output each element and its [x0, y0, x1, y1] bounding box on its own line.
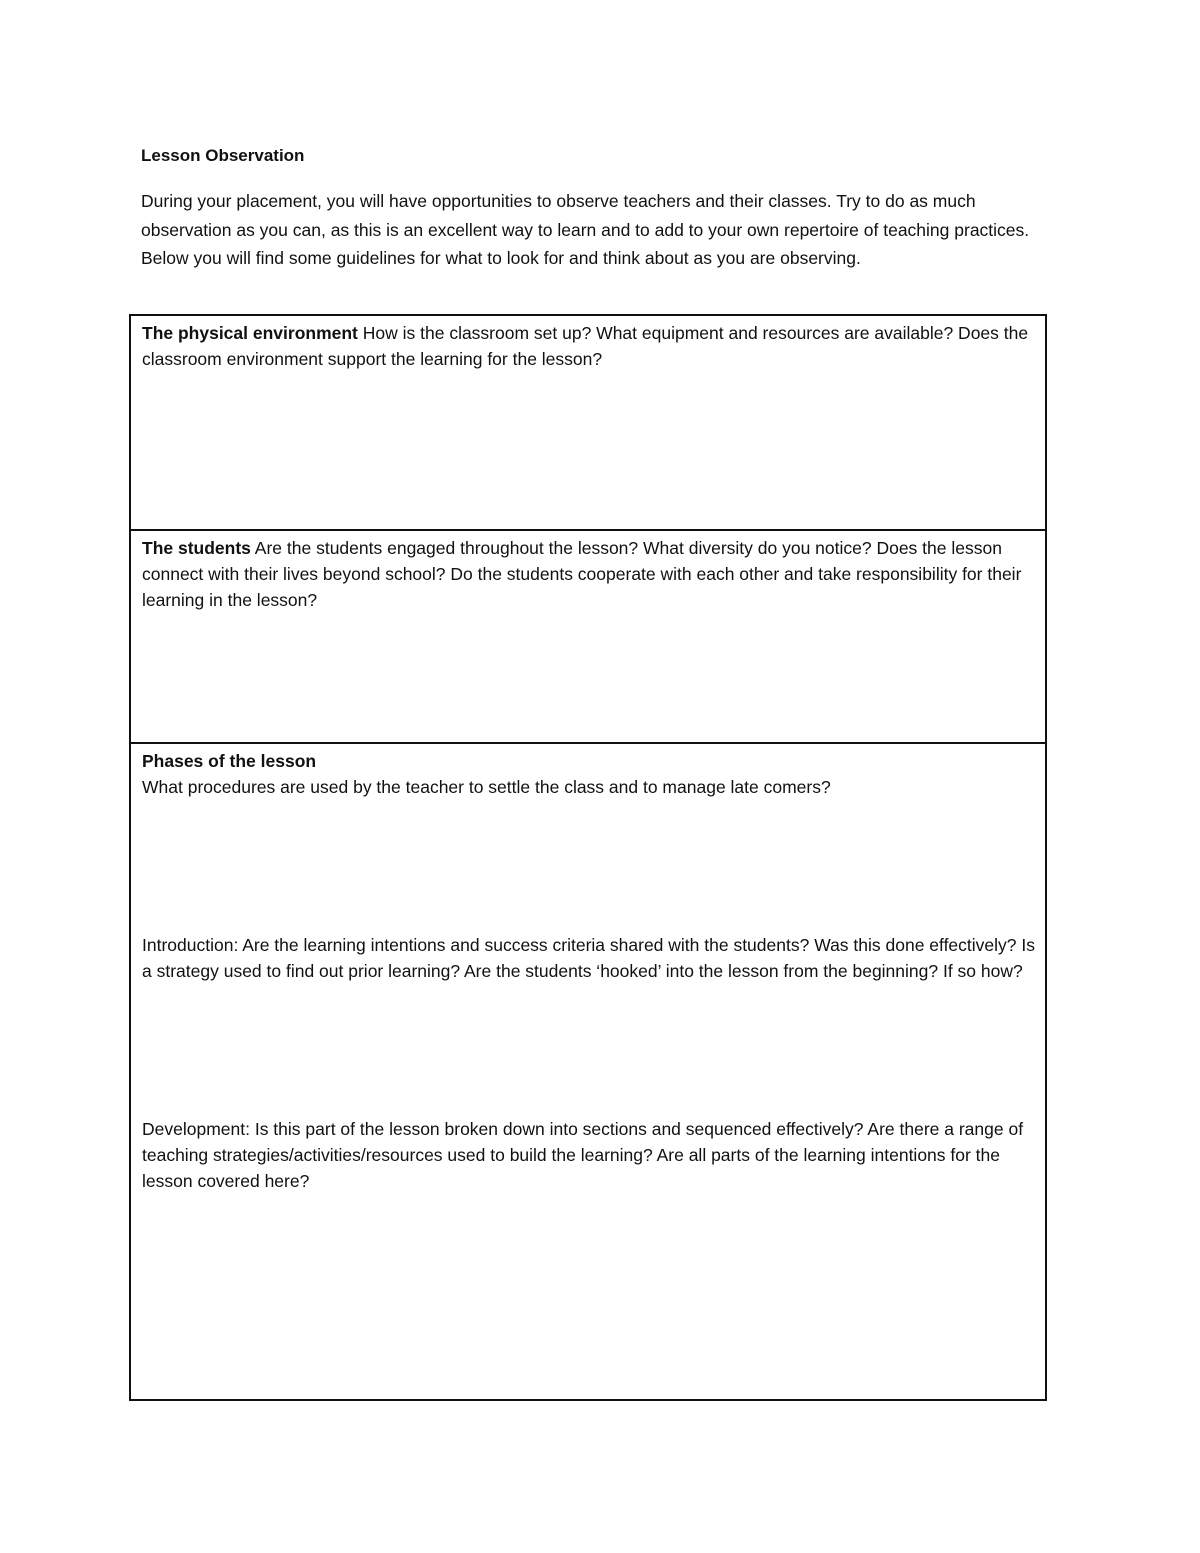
settle-prompt: What procedures are used by the teacher to settle the class and to manage late comers?: [142, 777, 831, 797]
physical-environment-cell[interactable]: [131, 316, 1045, 529]
physical-environment-heading: The physical environment: [142, 323, 358, 343]
phases-cell[interactable]: [131, 742, 1045, 1399]
observation-table: [129, 314, 1047, 1401]
students-prompt: Are the students engaged throughout the lesson? What diversity do you notice? Does the lesson connect with their lives beyond school? Do the students cooperate with each other and take responsibility for their learning in the lesson?: [142, 538, 1022, 610]
phases-heading: Phases of the lesson: [142, 751, 317, 771]
intro-paragraph: During your placement, you will have opportunities to observe teachers and their classes. Try to do as much observation as you can, as this is an excellent way to learn and to add to your own repertoire of teaching practices. Below you will find some guidelines for what to look for and think about as you are observing.: [141, 191, 1030, 268]
introduction-prompt: Introduction: Are the learning intentions and success criteria shared with the students? Was this done effectively? Is a strategy used to find out prior learning? Are the students ‘hooked’ into the lesson from the beginning? If so how?: [142, 935, 1035, 981]
students-heading: The students: [142, 538, 251, 558]
development-prompt: Development: Is this part of the lesson broken down into sections and sequenced effectively? Are there a range of teaching strategies/activities/resources used to build the learning? Are all parts of the learning intentions for the lesson covered here?: [142, 1119, 1024, 1191]
document-title: Lesson Observation: [141, 146, 305, 165]
students-cell[interactable]: [131, 529, 1045, 742]
physical-environment-prompt: How is the classroom set up? What equipment and resources are available? Does the classroom environment support the learning for the lesson?: [142, 323, 1029, 369]
